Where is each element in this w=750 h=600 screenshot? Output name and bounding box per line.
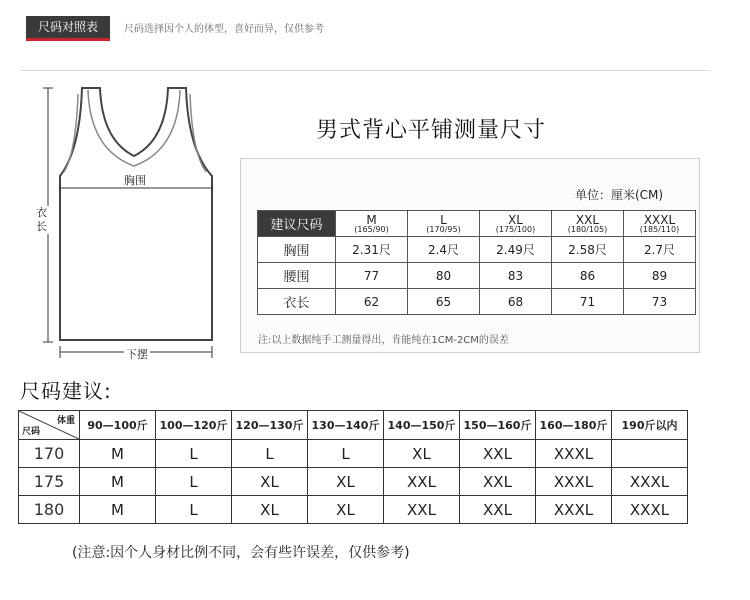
page-title: 男式背心平铺测量尺寸 <box>316 118 547 143</box>
table-row <box>258 289 696 315</box>
table-cell: XXL <box>460 496 536 524</box>
table-cell: 68 <box>480 289 552 315</box>
table-header-row <box>258 211 696 237</box>
table-cell: 86 <box>552 263 624 289</box>
table-cell: 62 <box>336 289 408 315</box>
table-cell: 73 <box>624 289 696 315</box>
table-cell: 71 <box>552 289 624 315</box>
vest-outline-icon <box>30 80 240 370</box>
size-corner-label: 尺码 <box>22 427 41 437</box>
table-cell: XL <box>232 468 308 496</box>
table-cell: 2.58尺 <box>552 237 624 263</box>
table-cell: L <box>156 440 232 468</box>
recommend-table <box>18 410 688 524</box>
table-cell: 80 <box>408 263 480 289</box>
size-header: XXXL (185/110) <box>624 211 696 237</box>
weight-header: 90—100斤 <box>80 411 156 440</box>
weight-header: 100—120斤 <box>156 411 232 440</box>
table-cell: L <box>232 440 308 468</box>
table-row <box>258 237 696 263</box>
size-header: XL (175/100) <box>480 211 552 237</box>
table-header-row <box>19 411 688 440</box>
table-cell: 2.31尺 <box>336 237 408 263</box>
table-cell: XXL <box>460 468 536 496</box>
table-cell: 2.4尺 <box>408 237 480 263</box>
table-cell: XL <box>384 440 460 468</box>
table-cell: L <box>156 496 232 524</box>
table-cell: 89 <box>624 263 696 289</box>
table-cell: XXXL <box>612 496 688 524</box>
weight-header: 120—130斤 <box>232 411 308 440</box>
table-cell: 77 <box>336 263 408 289</box>
footnote: (注意:因个人身材比例不同，会有些许误差，仅供参考) <box>72 545 410 561</box>
table-cell: L <box>308 440 384 468</box>
weight-corner-label: 体重 <box>56 416 75 426</box>
measurement-note: 注:以上数据纯手工测量得出，肯能纯在1CM-2CM的误差 <box>258 335 509 346</box>
row-label: 胸围 <box>258 237 336 263</box>
table-cell: XXXL <box>536 496 612 524</box>
table-row <box>19 496 688 524</box>
table-cell: 2.49尺 <box>480 237 552 263</box>
vest-illustration <box>30 80 240 370</box>
table-cell: XXXL <box>536 440 612 468</box>
table-cell: L <box>156 468 232 496</box>
section-tag: 尺码对照表 <box>26 16 110 38</box>
chest-label: 胸围 <box>124 174 146 187</box>
table-cell: M <box>80 496 156 524</box>
table-cell: XXXL <box>612 468 688 496</box>
unit-label: 单位：厘米(CM) <box>575 188 664 202</box>
table-cell: XL <box>308 468 384 496</box>
row-label: 衣长 <box>258 289 336 315</box>
table-cell: M <box>80 440 156 468</box>
weight-header: 190斤以内 <box>612 411 688 440</box>
table-row <box>19 468 688 496</box>
height-cell: 175 <box>19 468 80 496</box>
diagonal-corner-header <box>19 411 80 440</box>
table-row <box>19 440 688 468</box>
weight-header: 130—140斤 <box>308 411 384 440</box>
weight-header: 140—150斤 <box>384 411 460 440</box>
table-cell: M <box>80 468 156 496</box>
table-cell: 65 <box>408 289 480 315</box>
table-cell: 2.7尺 <box>624 237 696 263</box>
table-cell: XXL <box>460 440 536 468</box>
measurement-table <box>257 210 696 315</box>
size-header: M (165/90) <box>336 211 408 237</box>
recommend-title: 尺码建议: <box>20 379 112 403</box>
table-corner-header: 建议尺码 <box>258 211 336 237</box>
table-cell: XL <box>232 496 308 524</box>
height-cell: 170 <box>19 440 80 468</box>
hem-label: 下摆 <box>126 348 148 361</box>
table-cell: XXL <box>384 496 460 524</box>
table-cell: XXXL <box>536 468 612 496</box>
header-note: 尺码选择因个人的体型，喜好而异，仅供参考 <box>124 24 324 35</box>
length-label: 衣长 <box>36 206 50 234</box>
height-cell: 180 <box>19 496 80 524</box>
row-label: 腰围 <box>258 263 336 289</box>
size-header: L (170/95) <box>408 211 480 237</box>
table-cell: XL <box>308 496 384 524</box>
table-cell: 83 <box>480 263 552 289</box>
weight-header: 160—180斤 <box>536 411 612 440</box>
table-cell <box>612 440 688 468</box>
table-row <box>258 263 696 289</box>
table-cell: XXL <box>384 468 460 496</box>
header-divider <box>20 70 710 71</box>
size-header: XXL (180/105) <box>552 211 624 237</box>
weight-header: 150—160斤 <box>460 411 536 440</box>
